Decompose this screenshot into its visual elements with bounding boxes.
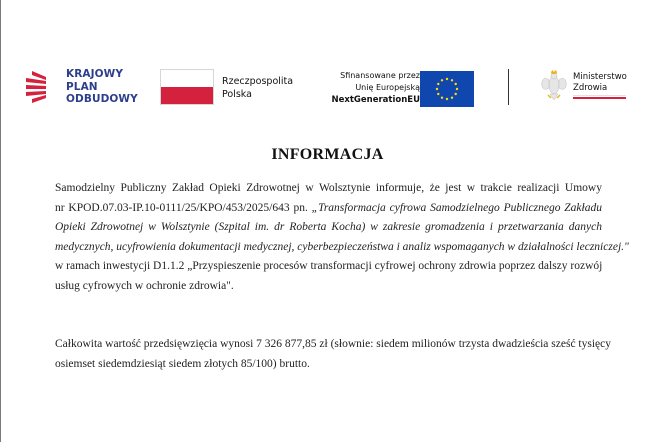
paragraph-contract-info	[55, 179, 629, 296]
eu-funding-logo	[318, 68, 478, 108]
eu-text	[332, 70, 421, 106]
polish-flag-icon	[160, 69, 214, 105]
kpo-line-2: PLAN	[66, 80, 98, 93]
p1-line-6: usług cyfrowych w ochronie zdrowia".	[55, 279, 234, 292]
p1-line-2-italic: „Transformacja cyfrowa Samodzielnego Publicznego Zakładu	[311, 201, 602, 214]
eu-line-2: Unię Europejską	[355, 83, 420, 92]
rp-line-1: Rzeczpospolita	[222, 76, 294, 87]
polish-eagle-icon	[540, 68, 568, 104]
p1-line-5: w ramach inwestycji D1.1.2 „Przyspieszenie procesów transformacji cyfrowej ochrony zdrowia poprzez dalszy rozwój	[55, 260, 603, 272]
mz-underline-red	[573, 97, 626, 99]
p2-line-1: Całkowita wartość przedsięwzięcia wynosi 7 326 877,85 zł (słownie: siedem milionów trzysta dwadzieścia sześć tysięcy	[55, 338, 611, 350]
p1-line-2-normal: nr KPOD.07.03-IP.10-0111/25/KPO/453/2025/643 pn.	[55, 201, 312, 214]
eu-flag-icon	[420, 71, 474, 107]
mz-text	[573, 72, 627, 94]
mz-underline-gray	[573, 95, 626, 96]
document-title: INFORMACJA	[271, 146, 384, 163]
mz-line-2: Zdrowia	[573, 83, 608, 93]
mz-line-1: Ministerstwo	[573, 72, 627, 82]
funding-logos-header	[0, 66, 655, 110]
kpo-text	[66, 68, 138, 106]
p1-line-4-italic: medycznych, ucyfrowienia dokumentacji medycznej, cyberbezpieczeństwa i analiz wspomaganych w działalności leczniczej."	[55, 240, 629, 253]
p2-line-2: osiemset siedemdziesiąt siedem złotych 85/100) brutto.	[55, 357, 310, 370]
eu-line-3: NextGenerationEU	[331, 95, 420, 105]
p1-line-3-italic: Opieki Zdrowotnej w Wolsztynie (Szpital im. dr Roberta Kocha) w zakresie gromadzenia i przetwarzania danych	[55, 221, 602, 233]
rzeczpospolita-polska-logo	[160, 69, 300, 107]
p1-line-1: Samodzielny Publiczny Zakład Opieki Zdrowotnej w Wolsztynie informuje, że jest w trakcie realizacji Umowy	[55, 182, 602, 194]
ministerstwo-zdrowia-logo	[540, 68, 640, 108]
p1-line-3	[55, 218, 602, 238]
kpo-line-1: KRAJOWY	[66, 68, 124, 80]
p1-line-2	[55, 199, 602, 219]
kpo-logo	[24, 68, 144, 108]
eu-line-1: Sfinansowane przez	[340, 71, 420, 80]
paragraph-project-value	[55, 335, 611, 374]
kpo-building-icon	[24, 69, 60, 105]
kpo-line-3: ODBUDOWY	[66, 93, 138, 105]
rp-line-2: Polska	[222, 89, 252, 100]
p1-line-4	[55, 238, 629, 258]
logo-divider	[508, 69, 509, 105]
rp-text	[222, 75, 293, 101]
